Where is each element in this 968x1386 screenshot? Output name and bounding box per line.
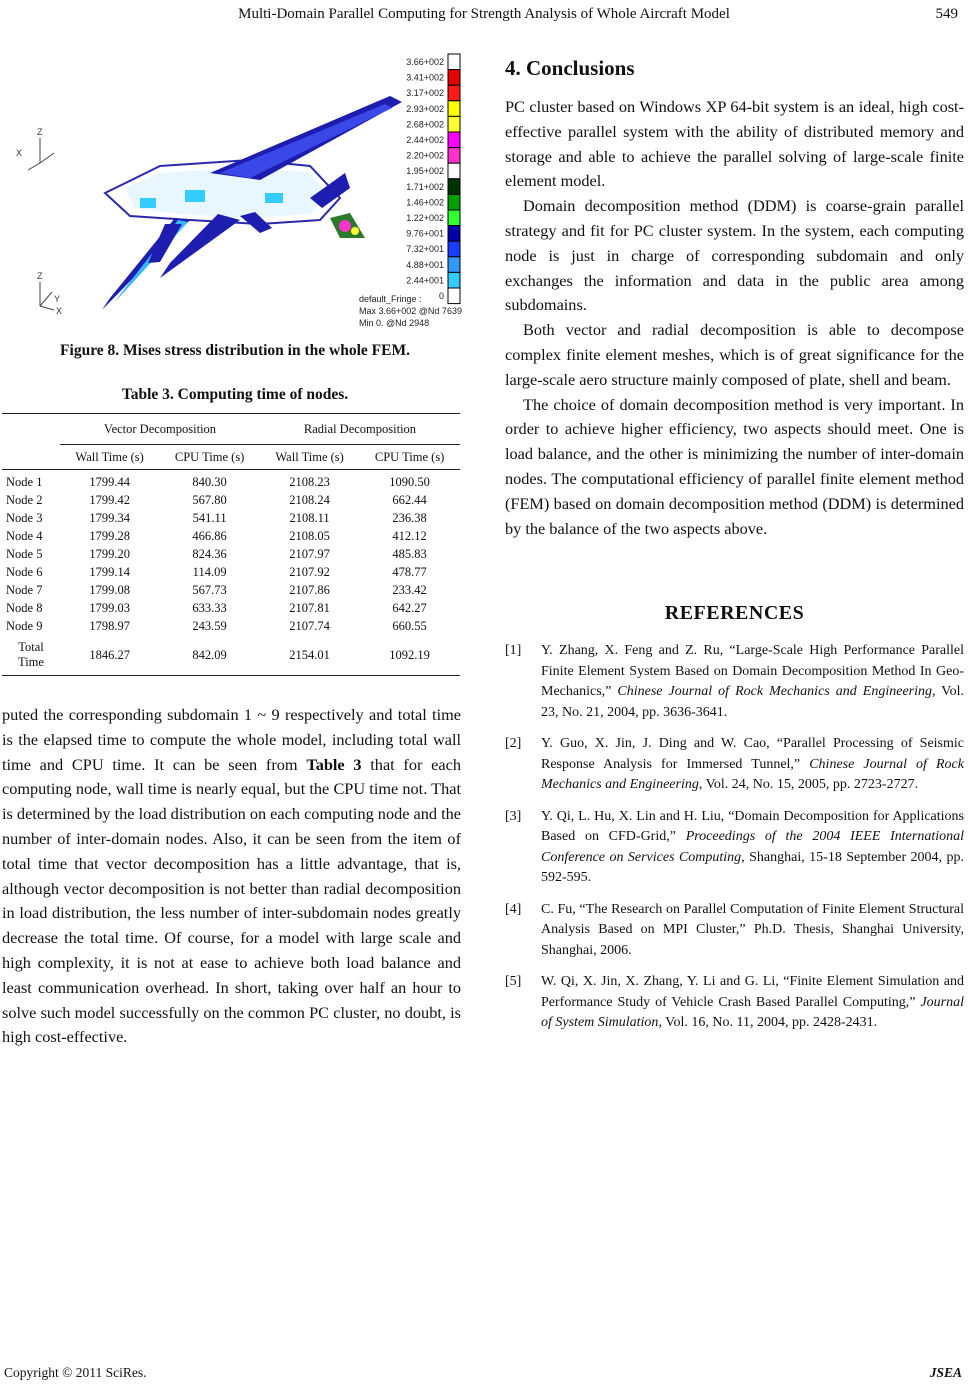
reference-text [541,972,964,1034]
table-cell: 114.09 [192,565,227,579]
coordinate-triad-top [28,138,54,170]
fringe-min: Min 0. @Nd 2948 [359,318,430,328]
reference-authors-title: W. Qi, X. Jin, X. Zhang, Y. Li and G. Li, “Finite Element Simulation and Performance Study of Vehicle Crash Based Parallel Computing,” [541,974,964,1010]
reference-item [505,734,964,796]
table-cell: 412.12 [392,529,427,543]
table-row [2,470,460,492]
table-cell: 824.36 [192,547,227,561]
table-row [2,491,460,509]
table-cell: 1799.14 [89,565,130,579]
reference-text [541,641,964,723]
legend-value: 1.71+002 [406,181,444,192]
table-cell: 662.44 [392,493,427,507]
section-title-conclusions: 4. Conclusions [505,56,635,80]
legend-value: 4.88+001 [406,259,444,270]
table-cell: 2107.92 [289,565,330,579]
table-cell: 541.11 [192,511,227,525]
aircraft-model [102,96,402,310]
legend-value: 2.93+002 [406,103,444,114]
page-number: 549 [935,6,958,22]
table-cell: 2107.97 [289,547,330,561]
row-label: Node 9 [6,619,43,633]
table-cell: 2108.24 [289,493,330,507]
legend-swatch [448,101,460,117]
table-cell: 1799.08 [89,583,130,597]
figure-caption: Figure 8. Mises stress distribution in the whole FEM. [60,342,410,359]
table-cell: 1799.28 [89,529,130,543]
table-cell: 2108.23 [289,475,330,489]
legend-swatch [448,179,460,195]
table-cell: 642.27 [392,601,427,615]
conclusion-paragraph: PC cluster based on Windows XP 64-bit system is an ideal, high cost-effective parallel system with the ability of distributed memory and storage and able to achieve the parallel solving of large-scale finite element model. [505,97,964,191]
legend-swatch [448,272,460,288]
axis-z-label-bottom: Z [37,271,43,281]
legend-value: 2.20+002 [406,150,444,161]
column-header: Wall Time (s) [260,445,359,470]
row-label: Node 4 [6,529,43,543]
conclusion-paragraph: Domain decomposition method (DDM) is coarse-grain parallel strategy and fit for PC cluster system. In the system, each computing node is just in charge of corresponding subdomain and only exchanges the information and data in the public area among subdomains. [505,196,964,315]
reference-authors-title: C. Fu, “The Research on Parallel Computation of Finite Element Structural Analysis Based on MPI Cluster,” Ph.D. Thesis, Shanghai University, Shanghai, 2006. [541,901,964,958]
reference-details: , Shanghai, 15-18 September 2004, pp. 592-595. [541,849,964,885]
column-header: Wall Time (s) [60,445,159,470]
legend-swatch [448,85,460,101]
reference-item [505,900,964,962]
table-cell: 2107.74 [289,619,330,633]
paragraph-text: that for each computing node, wall time is nearly equal, but the CPU time not. That is determined by the load distribution on each computing node and the number of inter-domain nodes. Also, it can be seen from the item of total time that vector decomposition has a little advantage, that is, although vector decomposition is not better than radial decomposition in load distribution, the less number of inter-subdomain nodes greatly decrease the total time. Of course, for a model with large scale and high complexity, it is not at ease to achieve both load balance and least communication overhead. In short, taking over half an hour to solve such model successfully on the common PC cluster, no doubt, is high cost-effective. [2,754,461,1047]
group-header-radial: Radial Decomposition [260,414,460,445]
legend-swatch [448,257,460,273]
table-cell: 1799.03 [89,601,130,615]
reference-text [541,807,964,889]
table-cell: 633.33 [192,601,227,615]
table-row [2,545,460,563]
table-cell: 1090.50 [389,475,430,489]
legend-swatch [448,54,460,70]
table-row [2,599,460,617]
legend-swatch [448,163,460,179]
table-row-total [2,635,460,676]
legend-swatch [448,241,460,257]
table-cell: 2108.11 [289,511,330,525]
legend-value: 3.66+002 [406,57,444,67]
table-cell: 485.83 [392,547,427,561]
legend-value: 0 [438,291,444,301]
reference-number: [2] [505,736,522,751]
row-label: Node 8 [6,601,43,615]
table-cell: 2154.01 [260,635,359,676]
table-cell: 1799.20 [89,547,130,561]
table-row [2,527,460,545]
table-cell: 478.77 [392,565,427,579]
table-cell: 233.42 [392,583,427,597]
fringe-title: default_Fringe : [359,294,422,304]
legend-swatch [448,288,460,304]
table-cell: 660.55 [392,619,427,633]
table-cell: 1092.19 [359,635,460,676]
references-title: REFERENCES [664,602,805,624]
running-header: Multi-Domain Parallel Computing for Strength Analysis of Whole Aircraft Model [238,6,730,22]
stress-fringe-image [10,48,464,333]
table-row [2,581,460,599]
reference-text [541,734,964,796]
computing-time-table [2,413,460,676]
table-cell: 466.86 [192,529,227,543]
axis-y-label-bottom: Y [54,294,61,304]
legend-value: 2.44+001 [406,275,444,286]
legend-swatch [448,132,460,148]
reference-authors-title: Y. Qi, L. Hu, X. Lin and H. Liu, “Domain Decomposition for Applications Based on CFD-Grid,” [541,808,964,844]
legend-value: 2.68+002 [406,119,444,130]
reference-number: [3] [505,808,522,824]
table-cell: 236.38 [392,511,427,525]
legend-swatch [448,148,460,164]
reference-venue: Proceedings of the 2004 IEEE International Conference on Services Computing [541,829,964,865]
fringe-legend [406,54,460,304]
legend-value: 9.76+001 [406,228,444,239]
row-label: Node 1 [6,475,43,489]
reference-number: [1] [505,643,522,658]
row-label: Node 5 [6,547,43,561]
table-row [2,617,460,635]
total-label-line1: Total [18,640,44,654]
reference-authors-title: Y. Guo, X. Jin, J. Ding and W. Cao, “Parallel Processing of Seismic Response Analysis for Immersed Tunnel,” [541,736,964,772]
table-cell: 1799.44 [89,475,130,489]
legend-swatch [448,194,460,210]
legend-value: 3.17+002 [406,88,444,99]
reference-number: [5] [505,974,522,989]
figure-stress-plot [10,48,464,333]
left-column-text [2,703,461,1050]
reference-details: , Vol. 16, No. 11, 2004, pp. 2428-2431. [658,1015,878,1030]
copyright: Copyright © 2011 SciRes. [4,1365,147,1380]
legend-swatch [448,210,460,226]
references-list [505,641,964,1045]
axis-x-label: X [16,148,23,158]
fringe-max: Max 3.66+002 @Nd 7639 [359,306,462,316]
table-cell: 2108.05 [289,529,330,543]
column-header: CPU Time (s) [359,445,460,470]
table-cell: 243.59 [192,619,227,633]
reference-item [505,641,964,723]
table-row [2,563,460,581]
reference-authors-title: Y. Zhang, X. Feng and Z. Ru, “Large-Scale High Performance Parallel Finite Element System Based on Domain Decomposition Method In Geo-Mechanics,” [541,643,964,699]
reference-venue: Chinese Journal of Rock Mechanics and Engineering [541,756,964,792]
legend-value: 1.46+002 [406,197,444,208]
row-label: Node 3 [6,511,43,525]
legend-value: 2.44+002 [406,135,444,145]
table-cell: 1846.27 [60,635,159,676]
reference-venue: Chinese Journal of Rock Mechanics and Engineering [617,684,933,699]
reference-item [505,972,964,1034]
axis-z-label: Z [37,127,43,137]
coordinate-triad-bottom [40,282,54,310]
reference-venue: Journal of System Simulation [541,994,964,1030]
row-label: Node 7 [6,583,43,597]
reference-text [541,900,964,962]
table-cell: 567.80 [192,493,227,507]
reference-number: [4] [505,901,522,917]
legend-swatch [448,226,460,242]
legend-value: 3.41+002 [406,72,444,83]
paragraph-text: puted the corresponding subdomain 1 ~ 9 respectively and total time is the elapsed time to compute the whole model, including total wall time and CPU time. It can be seen from [2,705,461,774]
legend-value: 1.95+002 [406,166,444,177]
table-cell: 2107.86 [289,583,330,597]
conclusion-paragraph: The choice of domain decomposition method is very important. In order to achieve higher efficiency, two aspects should meet. One is load balance, and the other is minimizing the number of inter-domain nodes. The computational efficiency of parallel finite element method (FEM) based on domain decomposition method (DDM) is determined by the balance of the two aspects above. [505,394,964,538]
row-label: Node 6 [6,565,43,579]
conclusions-text [505,95,964,541]
reference-item [505,807,964,889]
reference-details: , Vol. 24, No. 15, 2005, pp. 2723-2727. [698,777,919,792]
total-label-line2: Time [18,655,44,669]
table-cell: 842.09 [159,635,260,676]
column-header: CPU Time (s) [159,445,260,470]
group-header-vector: Vector Decomposition [60,414,260,445]
table-cell: 1799.34 [89,511,130,525]
table-cell: 1798.97 [89,619,130,633]
table-reference: Table 3 [306,754,362,774]
reference-details: , Vol. 23, No. 21, 2004, pp. 3636-3641. [541,684,964,720]
axis-x-label-bottom: X [56,306,63,316]
journal-abbrev: JSEA [929,1365,962,1380]
legend-swatch [448,116,460,132]
table-cell: 840.30 [192,475,227,489]
conclusion-paragraph: Both vector and radial decomposition is able to decompose complex finite element meshes, which is of great significance for the large-scale aero structure mainly composed of plate, shell and beam. [505,320,964,389]
table-cell: 2107.81 [289,601,330,615]
legend-swatch [448,70,460,86]
row-label: Node 2 [6,493,43,507]
table-cell: 1799.42 [89,493,130,507]
table-caption: Table 3. Computing time of nodes. [121,386,349,403]
legend-value: 1.22+002 [406,213,444,223]
legend-value: 7.32+001 [406,244,444,255]
table-row [2,509,460,527]
table-cell: 567.73 [192,583,227,597]
